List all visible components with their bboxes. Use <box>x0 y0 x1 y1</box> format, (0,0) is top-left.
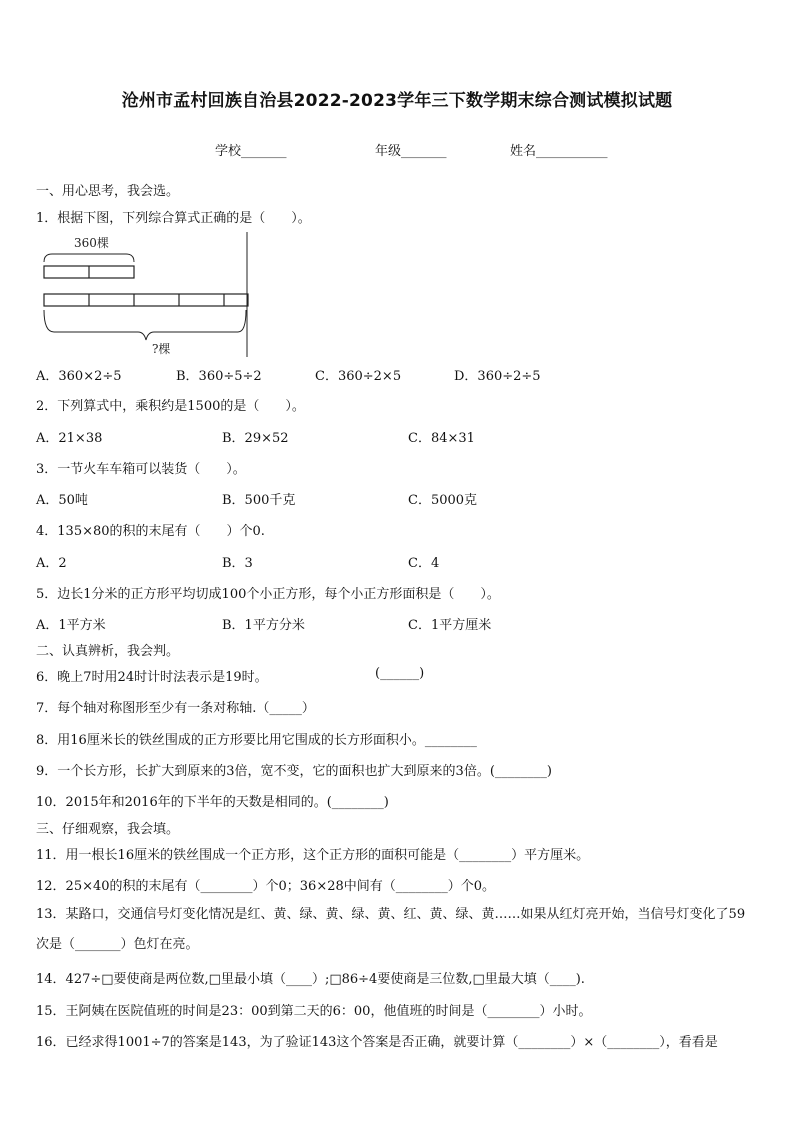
q1-option-a[interactable]: A．360×2÷5 <box>36 369 122 384</box>
page-title: 沧州市孟村回族自治县2022-2023学年三下数学期末综合测试模拟试题 <box>121 91 673 111</box>
question-3: 3．一节火车车箱可以装货（ ）。 <box>36 462 246 477</box>
section-heading-judge: 二、认真辨析，我会判。 <box>36 644 180 659</box>
grade-label: 年级 <box>375 144 402 159</box>
q2-option-c[interactable]: C．84×31 <box>408 431 475 446</box>
question-11: 11．用一根长16厘米的铁丝围成一个正方形，这个正方形的面积可能是（________）平方厘米。 <box>36 848 590 863</box>
q1-option-b[interactable]: B．360÷5÷2 <box>176 369 262 384</box>
question-9: 9．一个长方形，长扩大到原来的3倍，宽不变，它的面积也扩大到原来的3倍。(________) <box>36 764 552 779</box>
q1-option-c[interactable]: C．360÷2×5 <box>315 369 402 384</box>
question-5: 5．边长1分米的正方形平均切成100个小正方形，每个小正方形面积是（ ）。 <box>36 587 500 602</box>
question-4: 4．135×80的积的末尾有（ ）个0. <box>36 524 265 539</box>
grade-blank[interactable]: _______ <box>401 144 447 159</box>
question-6-answer-blank[interactable]: (______) <box>375 666 425 681</box>
question-10: 10．2015年和2016年的下半年的天数是相同的。(________) <box>36 795 389 810</box>
section-heading-fill: 三、仔细观察，我会填。 <box>36 822 180 837</box>
figure-top-label: 360棵 <box>74 236 109 250</box>
name-label: 姓名 <box>510 144 537 159</box>
name-field[interactable] <box>510 140 608 159</box>
school-blank[interactable]: _______ <box>241 144 287 159</box>
question-7: 7．每个轴对称图形至少有一条对称轴.（_____） <box>36 701 315 716</box>
question-6: 6．晚上7时用24时计时法表示是19时。 <box>36 670 268 685</box>
q4-option-b[interactable]: B．3 <box>222 556 253 571</box>
q3-option-b[interactable]: B．500千克 <box>222 493 296 508</box>
figure-bottom-label: ?棵 <box>152 342 171 356</box>
q2-option-b[interactable]: B．29×52 <box>222 431 289 446</box>
section-heading-choice: 一、用心思考，我会选。 <box>36 184 180 199</box>
q5-option-a[interactable]: A．1平方米 <box>36 618 106 633</box>
q5-option-b[interactable]: B．1平方分米 <box>222 618 305 633</box>
q5-option-c[interactable]: C．1平方厘米 <box>408 618 492 633</box>
q2-option-a[interactable]: A．21×38 <box>36 431 103 446</box>
question-15: 15．王阿姨在医院值班的时间是23：00到第二天的6：00，他值班的时间是（________）小时。 <box>36 1004 592 1019</box>
q4-option-c[interactable]: C．4 <box>408 556 440 571</box>
q3-option-a[interactable]: A．50吨 <box>36 493 88 508</box>
question-16: 16．已经求得1001÷7的答案是143，为了验证143这个答案是否正确，就要计算（________）×（________），看看是 <box>36 1035 718 1050</box>
question-14: 14．427÷□要使商是两位数,□里最小填（____）;□86÷4要使商是三位数,□里最大填（____). <box>36 972 585 987</box>
school-field[interactable] <box>215 140 287 159</box>
question-1: 1．根据下图，下列综合算式正确的是（ ）。 <box>36 211 311 226</box>
school-label: 学校 <box>215 144 242 159</box>
question-1-figure <box>40 232 255 357</box>
q1-option-d[interactable]: D．360÷2÷5 <box>454 369 541 384</box>
q4-option-a[interactable]: A．2 <box>36 556 67 571</box>
name-blank[interactable]: ___________ <box>536 144 608 159</box>
top-brace <box>44 254 134 262</box>
question-12: 12．25×40的积的末尾有（________）个0；36×28中间有（________）个0。 <box>36 879 496 894</box>
grade-field[interactable] <box>375 140 447 159</box>
question-13: 13．某路口，交通信号灯变化情况是红、黄、绿、黄、绿、黄、红、黄、绿、黄……如果从红灯亮开始，当信号灯变化了59次是（_______）色灯在亮。 <box>36 907 746 952</box>
bottom-bar <box>44 294 248 306</box>
q3-option-c[interactable]: C．5000克 <box>408 493 478 508</box>
question-2: 2．下列算式中，乘积约是1500的是（ ）。 <box>36 399 305 414</box>
question-8: 8．用16厘米长的铁丝围成的正方形要比用它围成的长方形面积小。________ <box>36 733 477 748</box>
bottom-brace <box>44 310 246 340</box>
